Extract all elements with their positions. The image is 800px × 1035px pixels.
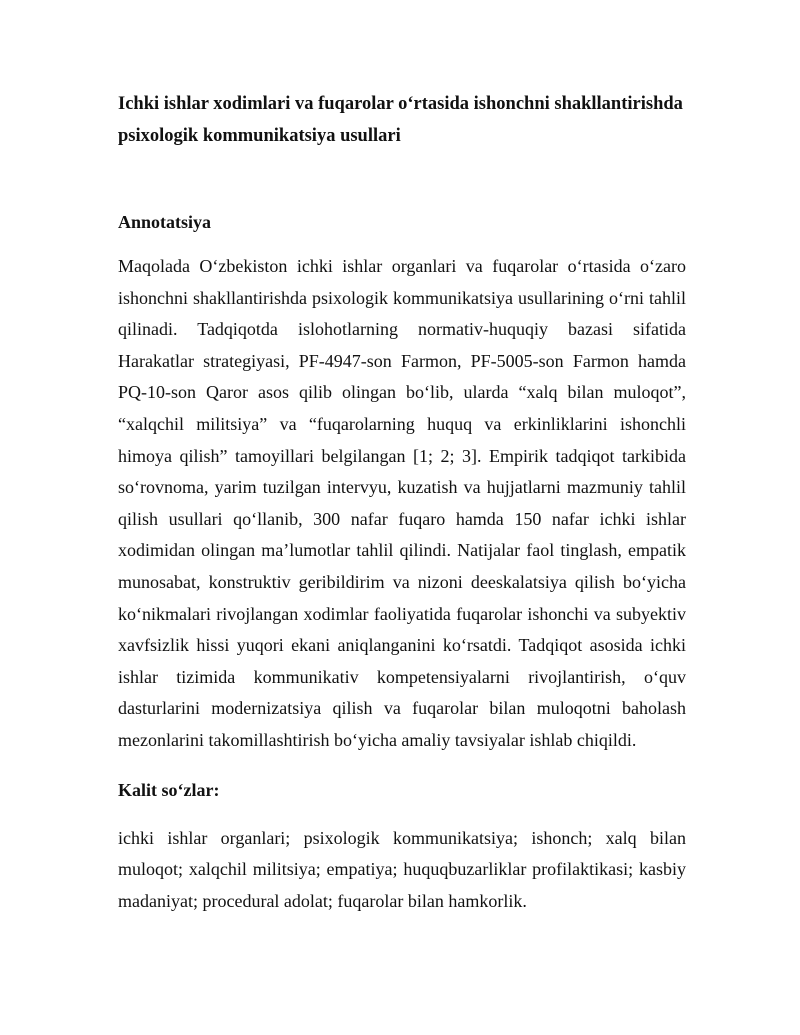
document-title: Ichki ishlar xodimlari va fuqarolar o‘rtasida ishonchni shakllantirishda psixologik kommunikatsiya usullari: [118, 94, 683, 146]
keywords-text: ichki ishlar organlari; psixologik kommunikatsiya; ishonch; xalq bilan muloqot; xalqchil militsiya; empatiya; huquqbuzarliklar profilaktikasi; kasbiy madaniyat; procedural adolat; fuqarolar bilan hamkorlik.: [118, 827, 686, 911]
document-page: [118, 88, 686, 917]
keywords-heading: Kalit so‘zlar:: [118, 779, 220, 800]
abstract-heading: Annotatsiya: [118, 212, 212, 232]
abstract-text: Maqolada O‘zbekiston ichki ishlar organlari va fuqarolar o‘rtasida o‘zaro ishonchni shakllantirishda psixologik kommunikatsiya usullarining o‘rni tahlil qilinadi. Tadqiqotda islohotlarning normativ-huquqiy bazasi sifatida Harakatlar strategiyasi, PF-4947-son Farmon, PF-5005-son Farmon hamda PQ-10-son Qaror asos qilib olingan bo‘lib, ularda “xalq bilan muloqot”, “xalqchil militsiya” va “fuqarolarning huquq va erkinliklarini ishonchli himoya qilish” tamoyillari belgilangan [1; 2; 3]. Empirik tadqiqot tarkibida so‘rovnoma, yarim tuzilgan intervyu, kuzatish va hujjatlarni mazmuniy tahlil qilish usullari qo‘llanib, 300 nafar fuqaro hamda 150 nafar ichki ishlar xodimidan olingan ma’lumotlar tahlil qilindi. Natijalar faol tinglash, empatik munosabat, konstruktiv geribildirim va nizoni deeskalatsiya qilish bo‘yicha ko‘nikmalari rivojlangan xodimlar faoliyatida fuqarolar ishonchi va subyektiv xavfsizlik hissi yuqori ekani aniqlanganini ko‘rsatdi. Tadqiqot asosida ichki ishlar tizimida kommunikativ kompetensiyalarni rivojlantirish, o‘quv dasturlarini modernizatsiya qilish va fuqarolar bilan muloqotni baholash mezonlarini takomillashtirish bo‘yicha amaliy tavsiyalar ishlab chiqildi.: [118, 256, 686, 750]
